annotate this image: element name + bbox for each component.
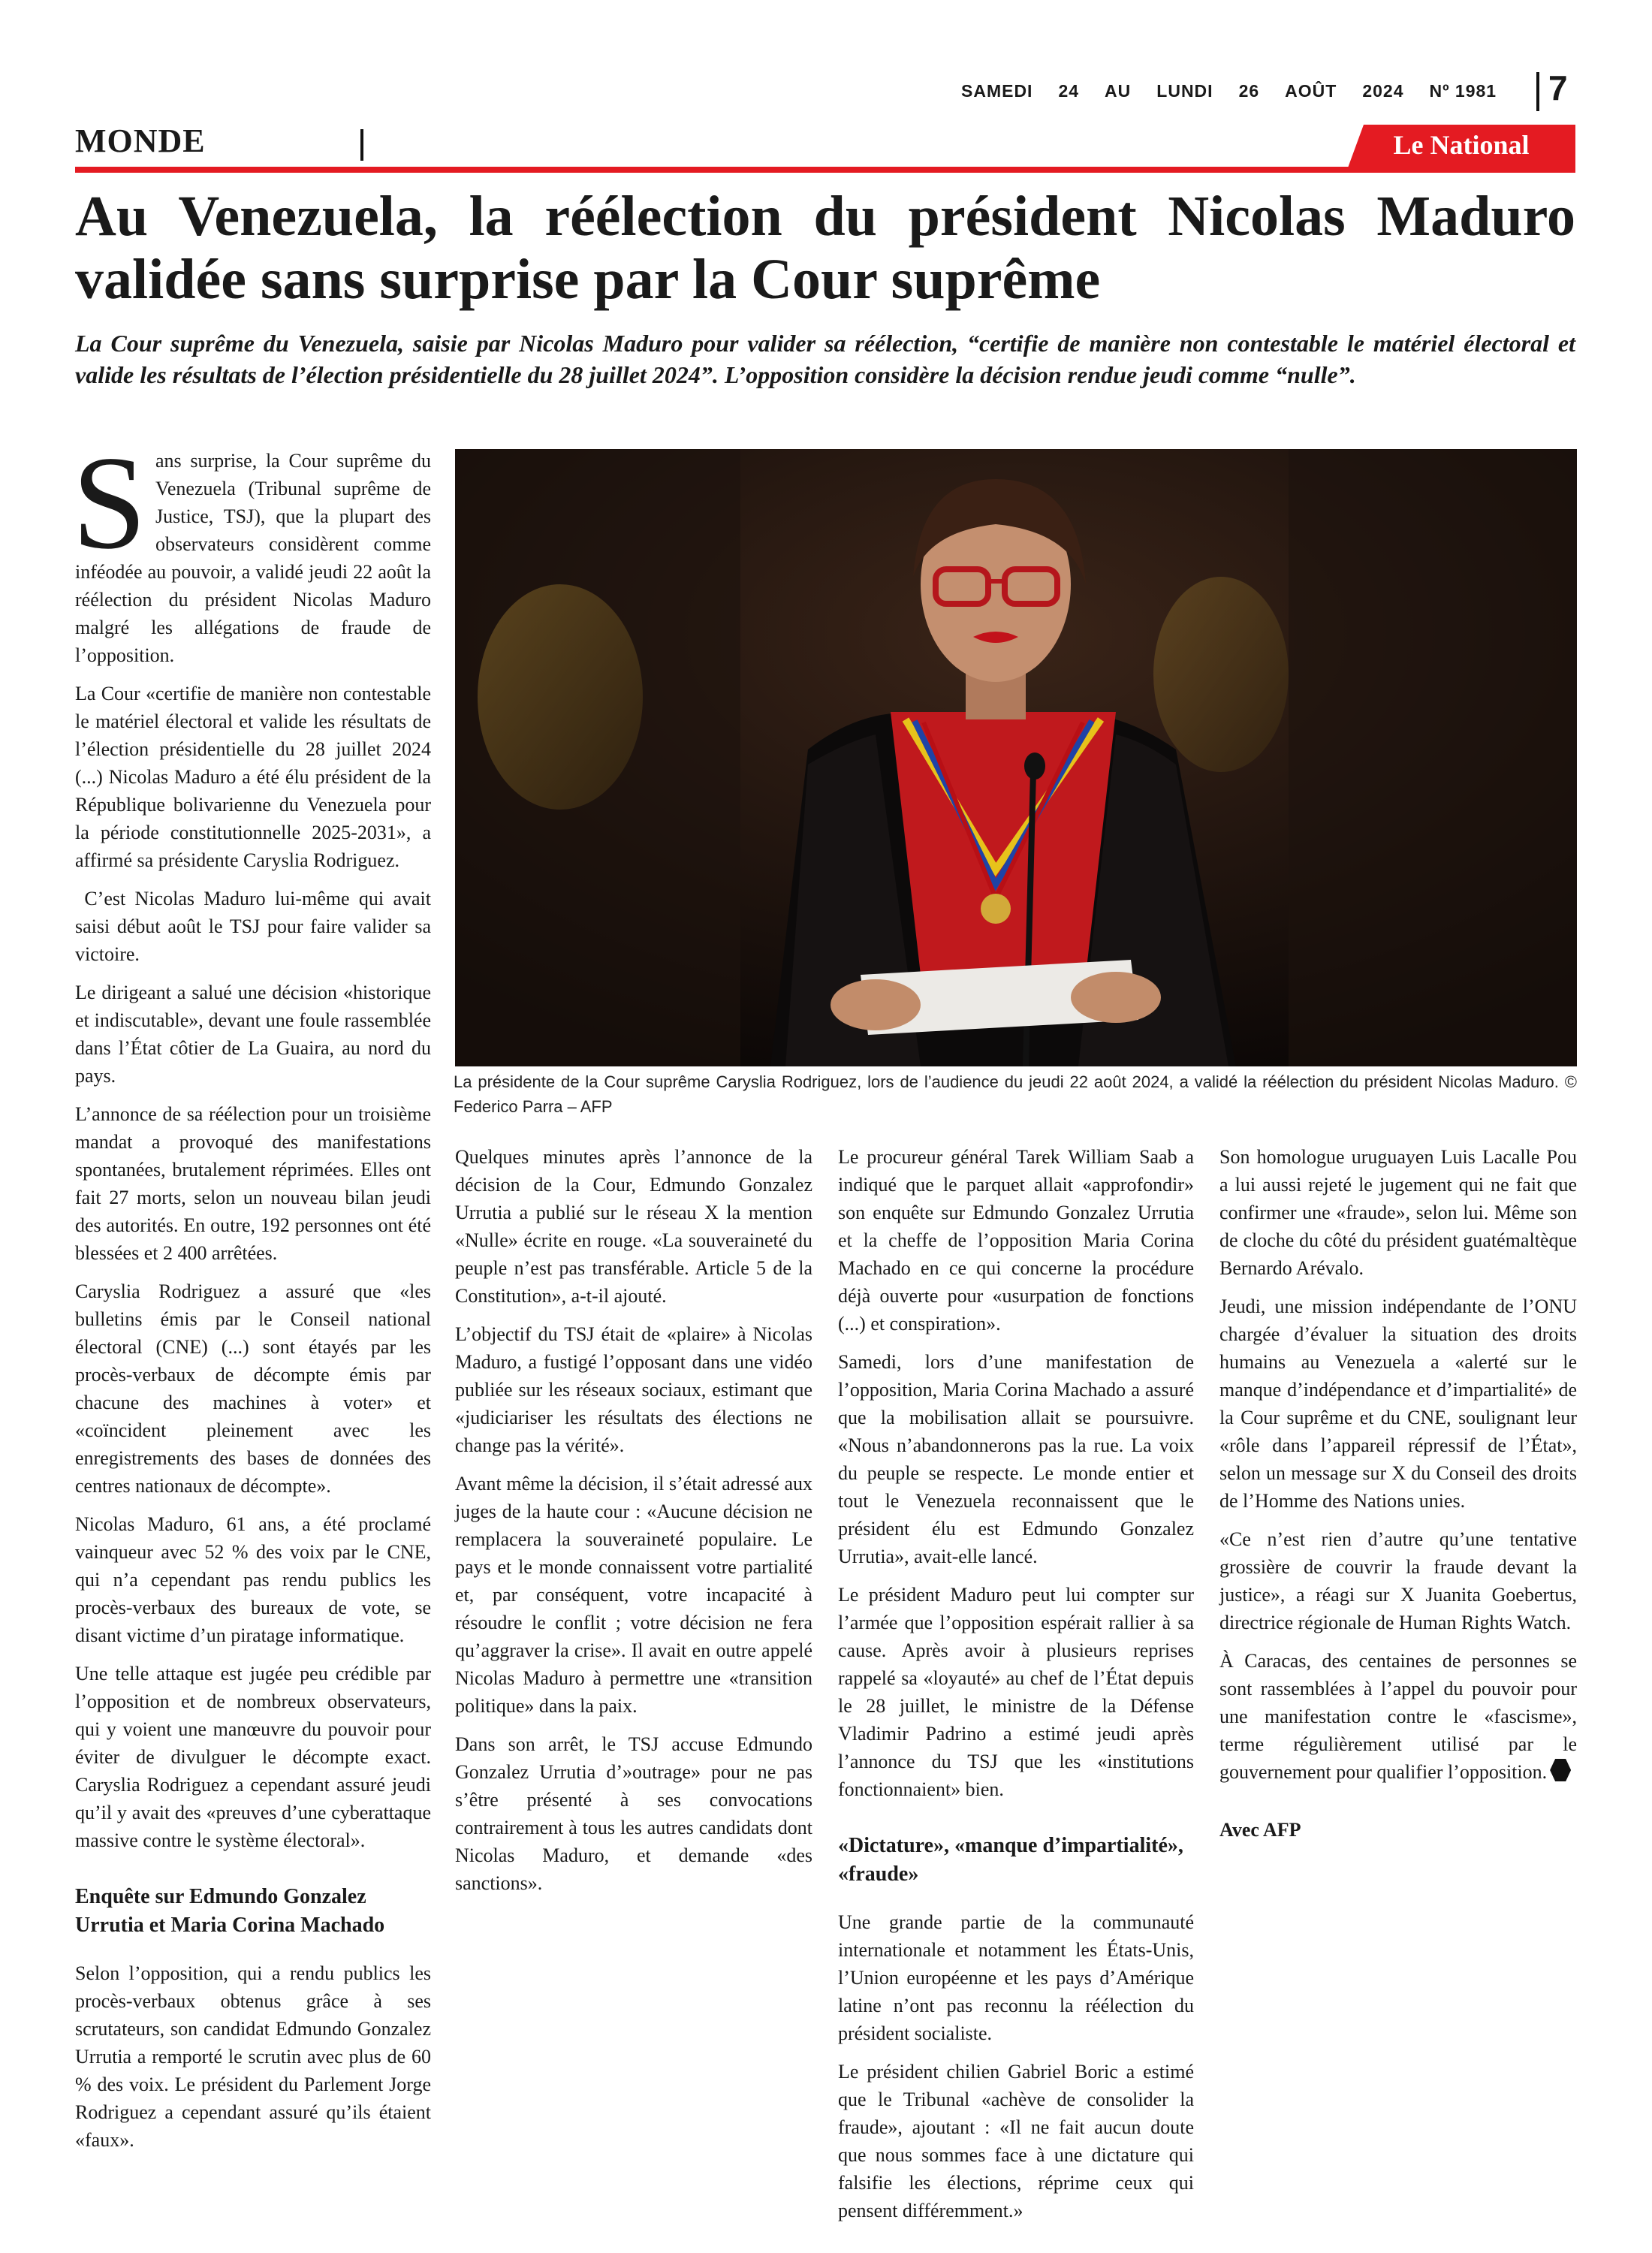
header-rule [75,167,1575,173]
issue-date [961,81,1522,101]
date-to: 26 [1238,81,1260,101]
paragraph: «Ce n’est rien d’autre qu’une tentative grossière de couvrir la fraude devant la justice», a réagi sur X Juanita Goebertus, directrice régionale de Human Rights Watch. [1219,1528,1577,1633]
paragraph: Jeudi, une mission indépendante de l’ONU chargée d’évaluer la situation des droits humains au Venezuela a «alerté sur le manque d’indépendance et d’impartialité» de la Cour suprême et du CNE, soulignant leur «rôle dans l’appareil répressif de l’État», selon un message sur X du Conseil des droits de l’Homme des Nations unies. [1219,1295,1577,1512]
paragraph-text: ans surprise, la Cour suprême du Venezuela (Tribunal suprême de Justice, TSJ), que la plupart des observateurs considèrent comme inféodée au pouvoir, a validé jeudi 22 août la réélection du président Nicolas Maduro malgré les allégations de fraude de l’opposition. [75,450,431,666]
paragraph: L’objectif du TSJ était de «plaire» à Nicolas Maduro, a fustigé l’opposant dans une vidéo publiée sur les réseaux sociaux, estimant que «judiciariser les résultats des élections ne change pas la vérité». [455,1323,812,1456]
section-label: MONDE [75,122,206,159]
subheading: Enquête sur Edmundo Gonzalez Urrutia et Maria Corina Machado [75,1885,385,1937]
newspaper-logo: Le National [1393,130,1530,160]
lead-paragraph: La Cour suprême du Venezuela, saisie par Nicolas Maduro pour valider sa réélection, “certifie de manière non contestable le matériel électoral et valide les résultats de l’élection présidentielle du 28 juillet 2024”. L’opposition considère la décision rendue jeudi comme “nulle”. [75,330,1575,388]
section-divider [360,129,363,161]
article-column-1 [72,428,436,2164]
photo-judge-illustration [455,449,1577,1066]
paragraph: C’est Nicolas Maduro lui-même qui avait saisi début août le TSJ pour faire valider sa victoire. [75,888,436,965]
date-month: AOÛT [1285,81,1337,101]
date-from: 24 [1058,81,1080,101]
paragraph-text: À Caracas, des centaines de personnes se sont rassemblées à l’appel du pouvoir pour une manifestation contre le «fascisme», terme régulièrement utilisé par le gouvernement pour qualifier l’opposition. [1219,1650,1577,1783]
paragraph: Selon l’opposition, qui a rendu publics les procès-verbaux obtenus grâce à ses scrutateurs, son candidat Edmundo Gonzalez Urrutia a remporté le scrutin avec plus de 60 % des voix. Le président du Parlement Jorge Rodriguez a cependant assuré qu’ils étaient «faux». [75,1962,431,2151]
issue-number: Nº 1981 [1429,81,1497,101]
article-column-4 [1219,1143,1577,1854]
article-column-3 [838,1143,1194,2235]
date-year: 2024 [1362,81,1404,101]
article-column-2 [455,1143,812,1908]
paragraph: Une grande partie de la communauté internationale et notamment les États-Unis, l’Union européenne et les pays d’Amérique latine n’ont pas reconnu la réélection du président socialiste. [838,1911,1194,2044]
subheading: «Dictature», «manque d’impartialité», «fraude» [838,1834,1183,1886]
paragraph: La Cour «certifie de manière non contestable le matériel électoral et valide les résultats de l’élection présidentielle du 28 juillet 2024 (...) Nicolas Maduro a été élu président de la République bolivarienne du Venezuela pour la période constitutionnelle 2025-2031», a affirmé sa présidente Caryslia Rodriguez. [75,683,431,871]
paragraph: Une telle attaque est jugée peu crédible par l’opposition et de nombreux observateurs, qui y voient une manœuvre du pouvoir pour éviter de divulguer le décompte exact. Caryslia Rodriguez a cependant assuré jeudi qu’il y avait des «preuves d’une cyberattaque massive contre le système électoral». [75,1663,431,1851]
paragraph: Nicolas Maduro, 61 ans, a été proclamé vainqueur avec 52 % des voix par le CNE, qui n’a cependant pas rendu publics les procès-verbaux des bureaux de vote, se disant victime d’un piratage informatique. [75,1513,431,1646]
end-mark-icon [1550,1759,1571,1781]
paragraph-final [1219,1647,1577,1786]
paragraph-intro [72,428,431,669]
author-credit: Avec AFP [1219,1819,1301,1841]
date-au: AU [1105,81,1132,101]
paragraph: Samedi, lors d’une manifestation de l’opposition, Maria Corina Machado a assuré que la mobilisation allait se poursuivre. «Nous n’abandonnerons pas la rue. La voix du peuple se respecte. Le monde entier et tout le Venezuela reconnaissent que le président élu est Edmundo Gonzalez Urrutia», avait-elle lancé. [838,1351,1194,1567]
paragraph: Quelques minutes après l’annonce de la décision de la Cour, Edmundo Gonzalez Urrutia a publié sur le réseau X la mention «Nulle» écrite en rouge. «La souveraineté du peuple n’est pas transférable. Article 5 de la Constitution», a-t-il ajouté. [455,1146,812,1307]
page-number-divider [1536,72,1539,111]
date-day: SAMEDI [961,81,1033,101]
paragraph: Son homologue uruguayen Luis Lacalle Pou a lui aussi rejeté le jugement qui ne fait que confirmer une «fraude», selon lui. Même son de cloche du côté du président guatémaltèque Bernardo Arévalo. [1219,1146,1577,1279]
paragraph: Le président chilien Gabriel Boric a estimé que le Tribunal «achève de consolider la fraude», ajoutant : «Il ne fait aucun doute que nous sommes face à une dictature qui falsifie les élections, réprime ceux qui pensent différemment.» [838,2061,1194,2221]
paragraph: L’annonce de sa réélection pour un troisième mandat a provoqué des manifestations spontanées, brutalement réprimées. Elles ont fait 27 morts, selon un nouveau bilan jeudi des autorités. En outre, 192 personnes ont été blessées et 2 400 arrêtées. [75,1103,431,1264]
headline: Au Venezuela, la réélection du président Nicolas Maduro validée sans surprise par la Cour suprême [75,185,1575,311]
page-number: 7 [1548,68,1568,107]
article-photo [455,449,1577,1066]
paragraph: Le dirigeant a salué une décision «historique et indiscutable», devant une foule rassemblée dans l’État côtier de La Guaira, au nord du pays. [75,982,431,1087]
paragraph: Dans son arrêt, le TSJ accuse Edmundo Gonzalez Urrutia d’»outrage» pour ne pas s’être présenté à ses convocations contrairement à tous les autres candidats dont Nicolas Maduro, et demande «des sanctions». [455,1733,812,1894]
photo-caption: La présidente de la Cour suprême Caryslia Rodriguez, lors de l’audience du jeudi 22 août 2024, a validé la réélection du président Nicolas Maduro. © Federico Parra – AFP [454,1072,1577,1116]
drop-cap: S [72,428,146,577]
paragraph: Le procureur général Tarek William Saab a indiqué que le parquet allait «approfondir» son enquête sur Edmundo Gonzalez Urrutia et la cheffe de l’opposition Maria Corina Machado en ce qui concerne la procédure déjà ouverte pour «usurpation de fonctions (...) et conspiration». [838,1146,1194,1335]
date-day2: LUNDI [1156,81,1213,101]
paragraph: Le président Maduro peut lui compter sur l’armée que l’opposition espérait rallier à sa cause. Après avoir à plusieurs reprises rappelé sa «loyauté» au chef de l’État depuis le 28 juillet, le ministre de la Défense Vladimir Padrino a estimé jeudi après l’annonce du TSJ que les «institutions fonctionnaient» bien. [838,1584,1194,1800]
paragraph: Caryslia Rodriguez a assuré que «les bulletins émis par le Conseil national électoral (CNE) (...) sont étayés par les procès-verbaux de décompte émis par chacune des machines à voter» et «coïncident pleinement avec les enregistrements des bases de données des centres nationaux de décompte». [75,1280,431,1497]
paragraph: Avant même la décision, il s’était adressé aux juges de la haute cour : «Aucune décision ne remplacera la souveraineté populaire. Le pays et le monde connaissent votre partialité et, par conséquent, votre incapacité à résoudre le conflit ; votre décision ne fera qu’aggraver la crise». Il avait en outre appelé Nicolas Maduro à permettre une «transition politique» dans la paix. [455,1473,812,1717]
